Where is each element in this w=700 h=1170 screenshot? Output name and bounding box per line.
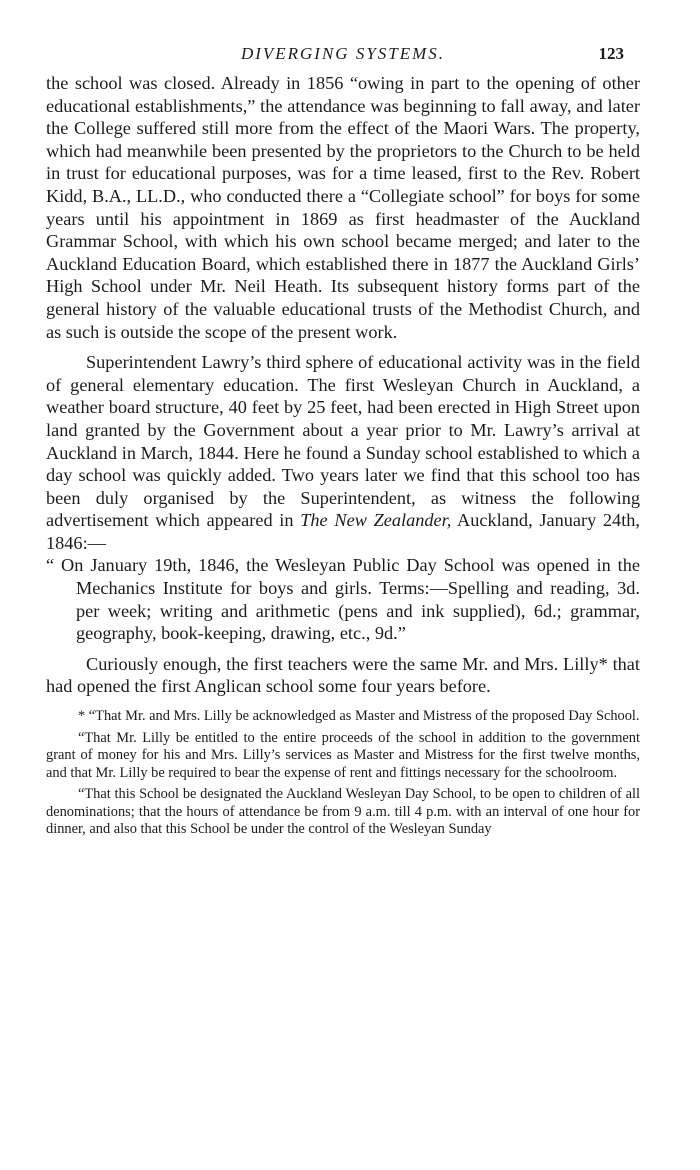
body-text <box>46 72 640 698</box>
footnote: “That Mr. Lilly be entitled to the entire proceeds of the school in addition to the government grant of money for his and Mrs. Lilly’s services as Master and Mistress for the first twelve months, and that Mr. Lilly be required to bear the expense of rent and fittings necessary for the schoolroom. <box>46 729 640 781</box>
footnotes <box>46 708 640 839</box>
newspaper-title: The New Zealander, <box>300 510 452 531</box>
paragraph-educational-activity <box>46 351 640 554</box>
page-header <box>46 44 640 72</box>
page-number: 123 <box>598 44 624 63</box>
paragraph-continued: the school was closed. Already in 1856 “owing in part to the opening of other educational establishments,” the attendance was beginning to fall away, and later the College suffered still more from the effect of the Maori Wars. The property, which had meanwhile been presented by the proprietors to the Church to be held in trust for educational purposes, was for a time leased, first to the Rev. Robert Kidd, B.A., LL.D., who conducted there a “Collegiate school” for boys for some years until his appointment in 1869 as first headmaster of the Auckland Grammar School, with which his own school became merged; and later to the Auckland Education Board, which established there in 1877 the Auckland Girls’ High School under Mr. Neil Heath. Its subsequent history forms part of the general history of the valuable educational trusts of the Methodist Church, and as such is outside the scope of the present work. <box>46 73 640 342</box>
paragraph-teachers: Curiously enough, the first teachers were the same Mr. and Mrs. Lilly* that had opened the first Anglican school some four years before. <box>46 653 640 697</box>
footnote: “That this School be designated the Auckland Wesleyan Day School, to be open to children of all denominations; that the hours of attendance be from 9 a.m. till 4 p.m. with an interval of one hour for dinner, and also that this School be under the control of the Wesleyan Sunday <box>46 786 640 838</box>
advertisement-quote: “ On January 19th, 1846, the Wesleyan Public Day School was opened in the Mechanics Institute for boys and girls. Terms:—Spelling and reading, 3d. per week; writing and arithmetic (pens and ink supplied), 6d.; grammar, geography, book-keeping, drawing, etc., 9d.” <box>46 555 640 644</box>
footnote: * “That Mr. and Mrs. Lilly be acknowledged as Master and Mistress of the proposed Day School. <box>78 708 640 725</box>
running-title: DIVERGING SYSTEMS. <box>240 44 446 63</box>
paragraph-text-end: Auckland, January 24th, 1846:— <box>46 510 640 553</box>
paragraph-text: Superintendent Lawry’s third sphere of educational activity was in the field of general elementary education. The first Wesleyan Church in Auckland, a weather board structure, 40 feet by 25 feet, had been erected in High Street upon land granted by the Government about a year prior to Mr. Lawry’s arrival at Auckland in March, 1844. Here he found a Sunday school established to which a day school was quickly added. Two years later we find that this school too has been duly organised by the Superintendent, as witness the following advertisement which appeared in <box>46 352 640 531</box>
book-page <box>46 44 640 843</box>
